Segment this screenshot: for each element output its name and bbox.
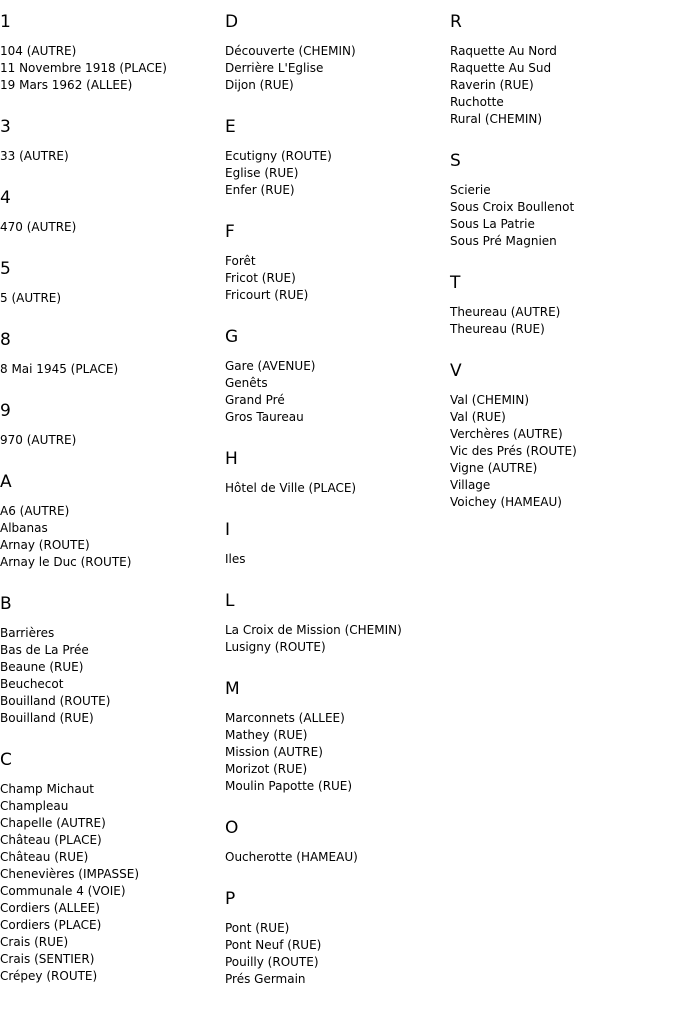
street-link[interactable]: Chapelle (AUTRE) xyxy=(0,816,106,830)
street-link[interactable]: Bas de La Prée xyxy=(0,643,89,657)
letter-heading: C xyxy=(0,750,12,770)
street-list xyxy=(450,392,670,511)
street-link[interactable]: Iles xyxy=(225,552,246,566)
street-link[interactable]: Arnay le Duc (ROUTE) xyxy=(0,555,132,569)
letter-heading: G xyxy=(225,327,239,347)
street-list xyxy=(0,290,220,307)
street-link[interactable]: Raquette Au Nord xyxy=(450,44,557,58)
letter-group xyxy=(0,472,220,571)
street-list xyxy=(225,358,445,426)
letter-heading: 4 xyxy=(0,188,11,208)
letter-heading: O xyxy=(225,818,239,838)
street-list xyxy=(0,503,220,571)
street-link[interactable]: Crais (SENTIER) xyxy=(0,952,95,966)
street-link[interactable]: 5 (AUTRE) xyxy=(0,291,62,305)
letter-group xyxy=(225,222,445,304)
street-list xyxy=(225,849,445,866)
street-link[interactable]: Découverte (CHEMIN) xyxy=(225,44,356,58)
letter-group xyxy=(450,273,670,338)
street-link[interactable]: Château (PLACE) xyxy=(0,833,102,847)
letter-group xyxy=(0,12,220,94)
street-link[interactable]: Mission (AUTRE) xyxy=(225,745,323,759)
street-list xyxy=(0,625,220,727)
letter-heading: B xyxy=(0,594,12,614)
street-link[interactable]: Barrières xyxy=(0,626,55,640)
street-link[interactable]: Voichey (HAMEAU) xyxy=(450,495,562,509)
street-link[interactable]: Hôtel de Ville (PLACE) xyxy=(225,481,357,495)
street-link[interactable]: Cordiers (ALLEE) xyxy=(0,901,100,915)
street-link[interactable]: Beaune (RUE) xyxy=(0,660,84,674)
street-link[interactable]: Marconnets (ALLEE) xyxy=(225,711,345,725)
street-list xyxy=(225,253,445,304)
street-link[interactable]: Gros Taureau xyxy=(225,410,304,424)
street-link[interactable]: Derrière L'Eglise xyxy=(225,61,324,75)
street-link[interactable]: Raverin (RUE) xyxy=(450,78,534,92)
street-list xyxy=(0,219,220,236)
letter-group xyxy=(225,591,445,656)
street-link[interactable]: Prés Germain xyxy=(225,972,306,986)
street-link[interactable]: Communale 4 (VOIE) xyxy=(0,884,126,898)
street-link[interactable]: Pouilly (ROUTE) xyxy=(225,955,319,969)
street-link[interactable]: Genêts xyxy=(225,376,268,390)
street-link[interactable]: Oucherotte (HAMEAU) xyxy=(225,850,358,864)
letter-group xyxy=(0,330,220,378)
letter-heading: M xyxy=(225,679,240,699)
street-link[interactable]: Verchères (AUTRE) xyxy=(450,427,563,441)
letter-group xyxy=(450,151,670,250)
street-link[interactable]: Eglise (RUE) xyxy=(225,166,299,180)
street-link[interactable]: Village xyxy=(450,478,491,492)
letter-group xyxy=(0,401,220,449)
letter-group xyxy=(0,188,220,236)
street-link[interactable]: Moulin Papotte (RUE) xyxy=(225,779,353,793)
letter-group xyxy=(225,679,445,795)
street-link[interactable]: 11 Novembre 1918 (PLACE) xyxy=(0,61,167,75)
street-link[interactable]: Forêt xyxy=(225,254,256,268)
street-link[interactable]: Château (RUE) xyxy=(0,850,89,864)
street-link[interactable]: Pont Neuf (RUE) xyxy=(225,938,322,952)
street-link[interactable]: Raquette Au Sud xyxy=(450,61,552,75)
letter-heading: P xyxy=(225,889,236,909)
letter-group xyxy=(225,449,445,497)
street-link[interactable]: Crépey (ROUTE) xyxy=(0,969,98,983)
street-link[interactable]: 8 Mai 1945 (PLACE) xyxy=(0,362,119,376)
street-list xyxy=(0,432,220,449)
street-link[interactable]: 970 (AUTRE) xyxy=(0,433,77,447)
letter-heading: 9 xyxy=(0,401,11,421)
street-link[interactable]: Fricourt (RUE) xyxy=(225,288,309,302)
street-link[interactable]: Rural (CHEMIN) xyxy=(450,112,543,126)
index-column xyxy=(0,12,220,985)
street-link[interactable]: Champleau xyxy=(0,799,69,813)
street-link[interactable]: Champ Michaut xyxy=(0,782,95,796)
street-link[interactable]: Beuchecot xyxy=(0,677,64,691)
letter-heading: D xyxy=(225,12,239,32)
street-link[interactable]: Albanas xyxy=(0,521,48,535)
street-link[interactable]: Dijon (RUE) xyxy=(225,78,294,92)
street-link[interactable]: Theureau (RUE) xyxy=(450,322,545,336)
letter-group xyxy=(225,12,445,94)
letter-group xyxy=(450,361,670,511)
street-link[interactable]: 470 (AUTRE) xyxy=(0,220,77,234)
street-link[interactable]: Crais (RUE) xyxy=(0,935,69,949)
street-link[interactable]: Mathey (RUE) xyxy=(225,728,308,742)
street-list xyxy=(0,361,220,378)
street-link[interactable]: Sous La Patrie xyxy=(450,217,535,231)
street-link[interactable]: Sous Croix Boullenot xyxy=(450,200,575,214)
street-link[interactable]: Theureau (AUTRE) xyxy=(450,305,561,319)
street-link[interactable]: Pont (RUE) xyxy=(225,921,290,935)
street-link[interactable]: Gare (AVENUE) xyxy=(225,359,316,373)
letter-group xyxy=(0,259,220,307)
letter-heading: F xyxy=(225,222,235,242)
letter-group xyxy=(0,750,220,985)
street-link[interactable]: Bouilland (ROUTE) xyxy=(0,694,111,708)
street-link[interactable]: Vigne (AUTRE) xyxy=(450,461,538,475)
street-list xyxy=(450,182,670,250)
letter-heading: 8 xyxy=(0,330,11,350)
street-list xyxy=(0,43,220,94)
letter-heading: S xyxy=(450,151,461,171)
letter-group xyxy=(225,327,445,426)
street-link[interactable]: 33 (AUTRE) xyxy=(0,149,69,163)
letter-group xyxy=(225,818,445,866)
street-list xyxy=(225,920,445,988)
street-link[interactable]: Morizot (RUE) xyxy=(225,762,308,776)
street-list xyxy=(0,781,220,985)
letter-heading: 5 xyxy=(0,259,11,279)
letter-heading: 3 xyxy=(0,117,11,137)
street-list xyxy=(225,622,445,656)
letter-heading: T xyxy=(450,273,461,293)
index-column xyxy=(225,12,445,988)
letter-heading: V xyxy=(450,361,462,381)
letter-heading: H xyxy=(225,449,238,469)
street-link[interactable]: Fricot (RUE) xyxy=(225,271,296,285)
street-link[interactable]: Val (CHEMIN) xyxy=(450,393,529,407)
street-list xyxy=(450,43,670,128)
street-link[interactable]: Sous Pré Magnien xyxy=(450,234,557,248)
street-link[interactable]: Ruchotte xyxy=(450,95,504,109)
street-list xyxy=(450,304,670,338)
street-list xyxy=(225,43,445,94)
street-link[interactable]: Enfer (RUE) xyxy=(225,183,295,197)
letter-group xyxy=(0,594,220,727)
street-link[interactable]: Val (RUE) xyxy=(450,410,506,424)
street-link[interactable]: Vic des Prés (ROUTE) xyxy=(450,444,577,458)
letter-heading: L xyxy=(225,591,235,611)
street-link[interactable]: Arnay (ROUTE) xyxy=(0,538,90,552)
street-link[interactable]: Chenevières (IMPASSE) xyxy=(0,867,140,881)
street-list xyxy=(225,148,445,199)
letter-group xyxy=(0,117,220,165)
street-link[interactable]: Lusigny (ROUTE) xyxy=(225,640,326,654)
street-link[interactable]: Scierie xyxy=(450,183,491,197)
letter-group xyxy=(225,889,445,988)
street-list xyxy=(225,480,445,497)
index-column xyxy=(450,12,670,511)
street-link[interactable]: 104 (AUTRE) xyxy=(0,44,77,58)
street-list xyxy=(0,148,220,165)
letter-group xyxy=(225,520,445,568)
letter-heading: E xyxy=(225,117,236,137)
street-list xyxy=(225,551,445,568)
street-link[interactable]: La Croix de Mission (CHEMIN) xyxy=(225,623,402,637)
letter-group xyxy=(225,117,445,199)
street-link[interactable]: Ecutigny (ROUTE) xyxy=(225,149,332,163)
letter-heading: R xyxy=(450,12,462,32)
letter-heading: 1 xyxy=(0,12,11,32)
letter-heading: I xyxy=(225,520,231,540)
street-link[interactable]: A6 (AUTRE) xyxy=(0,504,70,518)
street-link[interactable]: Bouilland (RUE) xyxy=(0,711,94,725)
street-link[interactable]: 19 Mars 1962 (ALLEE) xyxy=(0,78,133,92)
letter-group xyxy=(450,12,670,128)
street-link[interactable]: Grand Pré xyxy=(225,393,285,407)
letter-heading: A xyxy=(0,472,12,492)
street-list xyxy=(225,710,445,795)
street-link[interactable]: Cordiers (PLACE) xyxy=(0,918,102,932)
